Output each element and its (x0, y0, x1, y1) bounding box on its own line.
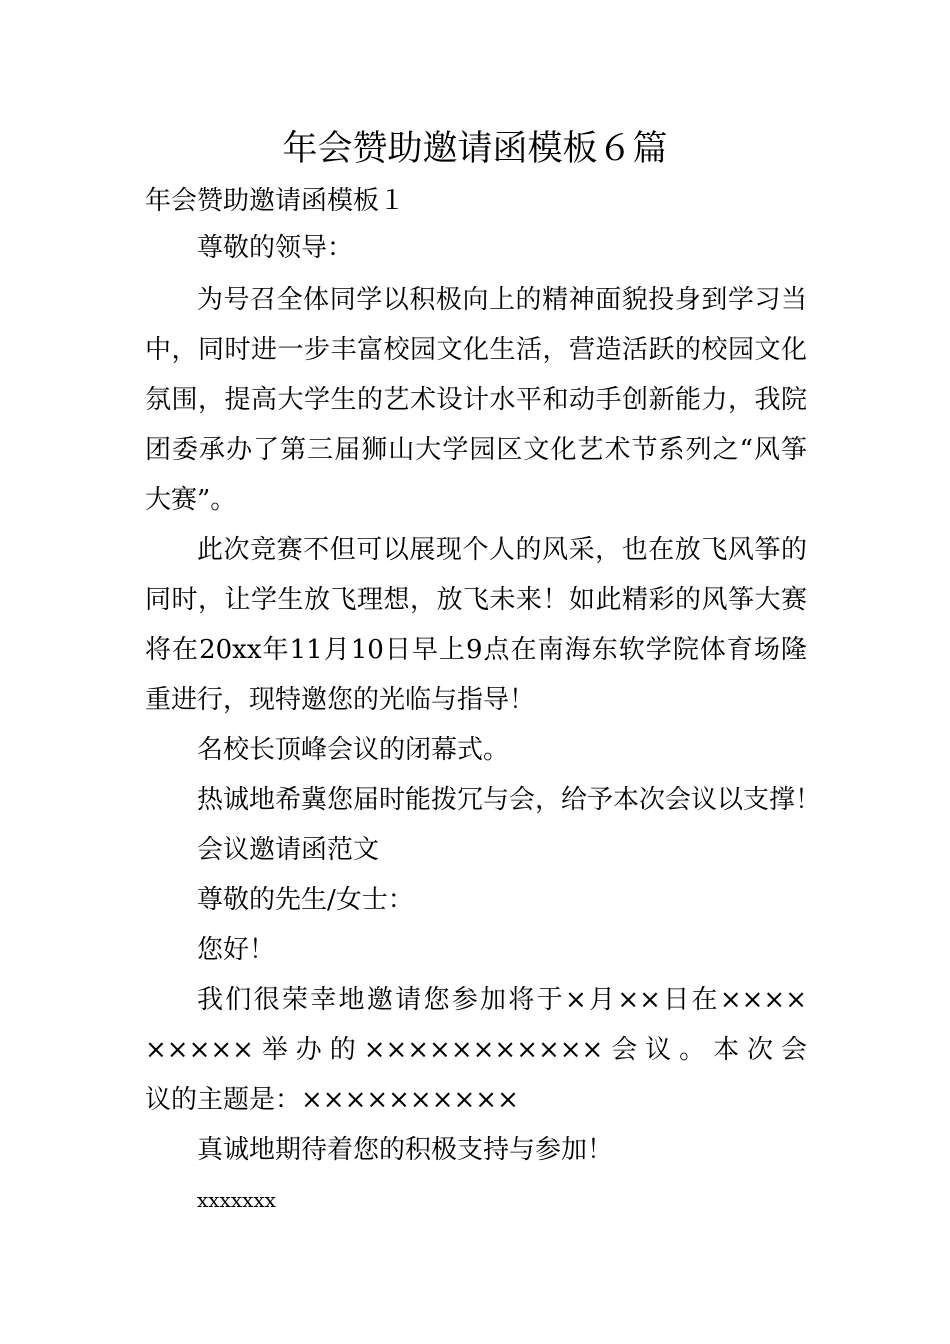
signature: xxxxxxx (197, 1188, 276, 1212)
paragraph-line: 此次竞赛不但可以展现个人的风采，也在放飞风筝的 (197, 535, 807, 565)
paragraph-line: 为号召全体同学以积极向上的精神面貌投身到学习当 (197, 285, 807, 315)
section-heading: 年会赞助邀请函模板１ (145, 186, 406, 216)
paragraph-line: 大赛”。 (145, 485, 237, 515)
paragraph-line: 我们很荣幸地邀请您参加将于×月××日在×××× (197, 985, 807, 1015)
paragraph-line: 氛围，提高大学生的艺术设计水平和动手创新能力，我院 (145, 385, 807, 415)
section-heading: 会议邀请函范文 (197, 835, 380, 865)
salutation: 尊敬的领导： (197, 233, 354, 263)
paragraph-line: 团委承办了第三届狮山大学园区文化艺术节系列之“风筝 (145, 435, 807, 465)
greeting: 您好！ (197, 935, 276, 965)
paragraph-line: 名校长顶峰会议的闭幕式。 (197, 735, 510, 765)
paragraph-line: 议的主题是：×××××××××× (145, 1085, 519, 1115)
paragraph-line: 将在20xx年11月10日早上9点在南海东软学院体育场隆 (145, 635, 807, 665)
paragraph-line: 同时，让学生放飞理想，放飞未来！如此精彩的风筝大赛 (145, 585, 807, 615)
document-title: 年会赞助邀请函模板６篇 (282, 129, 668, 169)
salutation: 尊敬的先生/女士： (197, 885, 414, 915)
paragraph-line: ×××××举办的×××××××××××会议。本次会 (145, 1035, 807, 1065)
paragraph-line: 重进行，现特邀您的光临与指导！ (145, 685, 536, 715)
paragraph-line: 中，同时进一步丰富校园文化生活，营造活跃的校园文化 (145, 335, 807, 365)
paragraph-line: 热诚地希冀您届时能拨冗与会，给予本次会议以支撑！ (197, 785, 822, 815)
closing-line: 真诚地期待着您的积极支持与参加！ (197, 1135, 614, 1165)
